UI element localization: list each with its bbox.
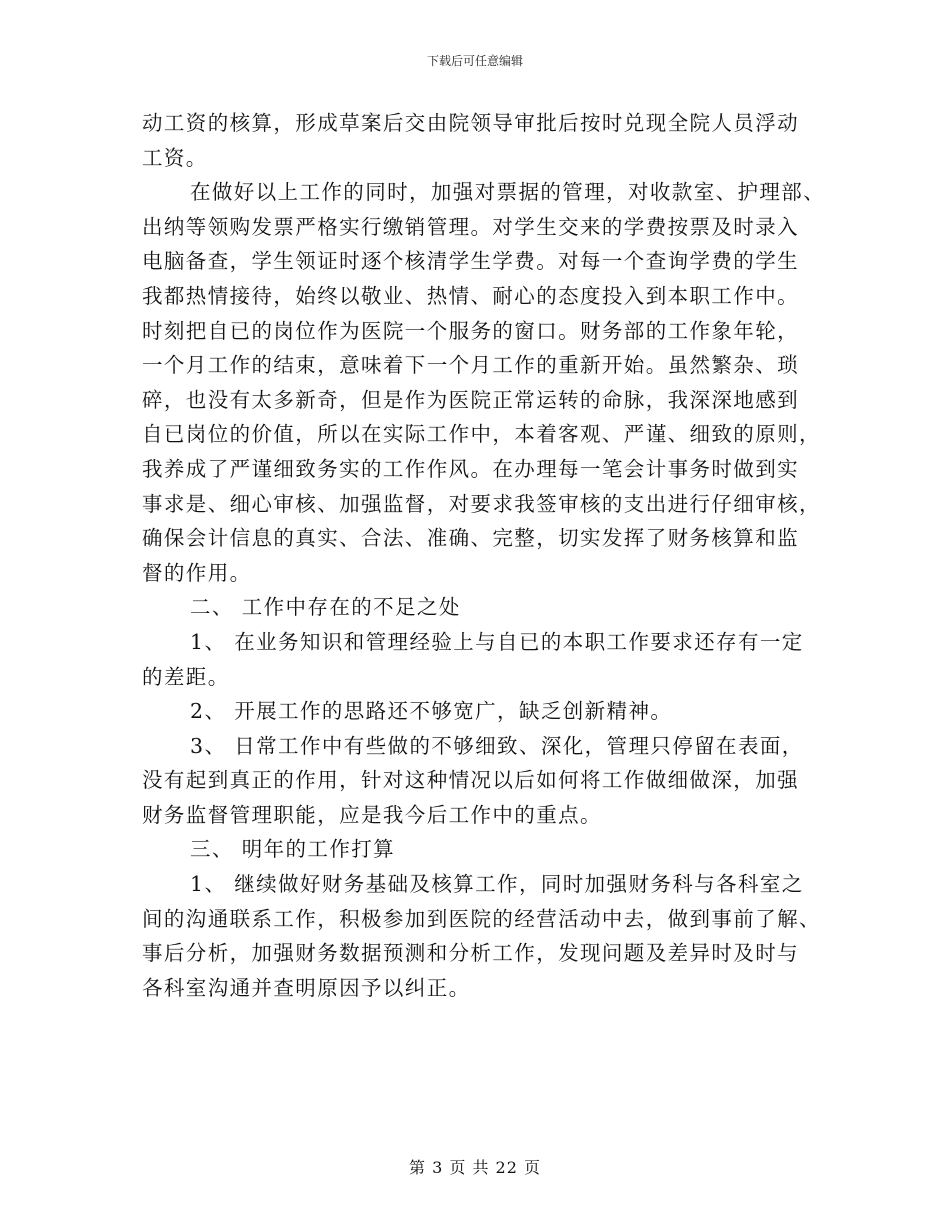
list-item-start-line: 1、 在业务知识和管理经验上与自已的本职工作要求还存有一定 xyxy=(190,629,804,654)
text-line: 碎，也没有太多新奇，但是作为医院正常运转的命脉，我深深地感到 xyxy=(142,387,799,412)
text-line: 自已岗位的价值，所以在实际工作中，本着客观、严谨、细致的原则， xyxy=(142,422,821,447)
text-line: 事求是、细心审核、加强监督，对要求我签审核的支出进行仔细审核， xyxy=(142,491,821,516)
list-item-start-line: 2、 开展工作的思路还不够宽广，缺乏创新精神。 xyxy=(190,699,673,724)
page-number-indicator: 第 3 页 共 22 页 xyxy=(409,1158,541,1177)
section-heading: 三、 明年的工作打算 xyxy=(190,837,396,862)
page-header-note: 下载后可任意编辑 xyxy=(426,54,523,68)
text-line: 督的作用。 xyxy=(142,560,252,585)
text-line: 没有起到真正的作用，针对这种情况以后如何将工作做细做深，加强 xyxy=(142,768,799,793)
text-line: 动工资的核算，形成草案后交由院领导审批后按时兑现全院人员浮动 xyxy=(142,111,799,135)
text-line: 出纳等领购发票严格实行缴销管理。对学生交来的学费按票及时录入 xyxy=(142,214,799,239)
text-line: 工资。 xyxy=(142,145,208,170)
paragraph-start-line: 在做好以上工作的同时，加强对票据的管理，对收款室、护理部、 xyxy=(190,180,826,205)
text-line: 事后分析，加强财务数据预测和分析工作，发现问题及差异时及时与 xyxy=(142,941,799,966)
text-line: 时刻把自已的岗位作为医院一个服务的窗口。财务部的工作象年轮， xyxy=(142,318,799,343)
text-line: 电脑备查，学生领证时逐个核清学生学费。对每一个查询学费的学生 xyxy=(142,249,799,274)
text-line: 各科室沟通并查明原因予以纠正。 xyxy=(142,975,471,1000)
text-line: 确保会计信息的真实、合法、准确、完整，切实发挥了财务核算和监 xyxy=(142,526,799,551)
document-body xyxy=(142,106,826,1005)
text-line: 财务监督管理职能，应是我今后工作中的重点。 xyxy=(142,802,602,827)
text-line: 我养成了严谨细致务实的工作作风。在办理每一笔会计事务时做到实 xyxy=(142,456,799,481)
list-item-start-line: 3、 日常工作中有些做的不够细致、深化，管理只停留在表面， xyxy=(190,733,804,758)
list-item-start-line: 1、 继续做好财务基础及核算工作，同时加强财务科与各科室之 xyxy=(190,872,804,897)
text-line: 间的沟通联系工作，积极参加到医院的经营活动中去，做到事前了解、 xyxy=(142,906,821,931)
section-heading: 二、 工作中存在的不足之处 xyxy=(190,595,461,620)
text-line: 一个月工作的结束，意味着下一个月工作的重新开始。虽然繁杂、琐 xyxy=(142,353,799,378)
text-line: 的差距。 xyxy=(142,664,230,689)
text-line: 我都热情接待，始终以敬业、热情、耐心的态度投入到本职工作中。 xyxy=(142,283,799,308)
